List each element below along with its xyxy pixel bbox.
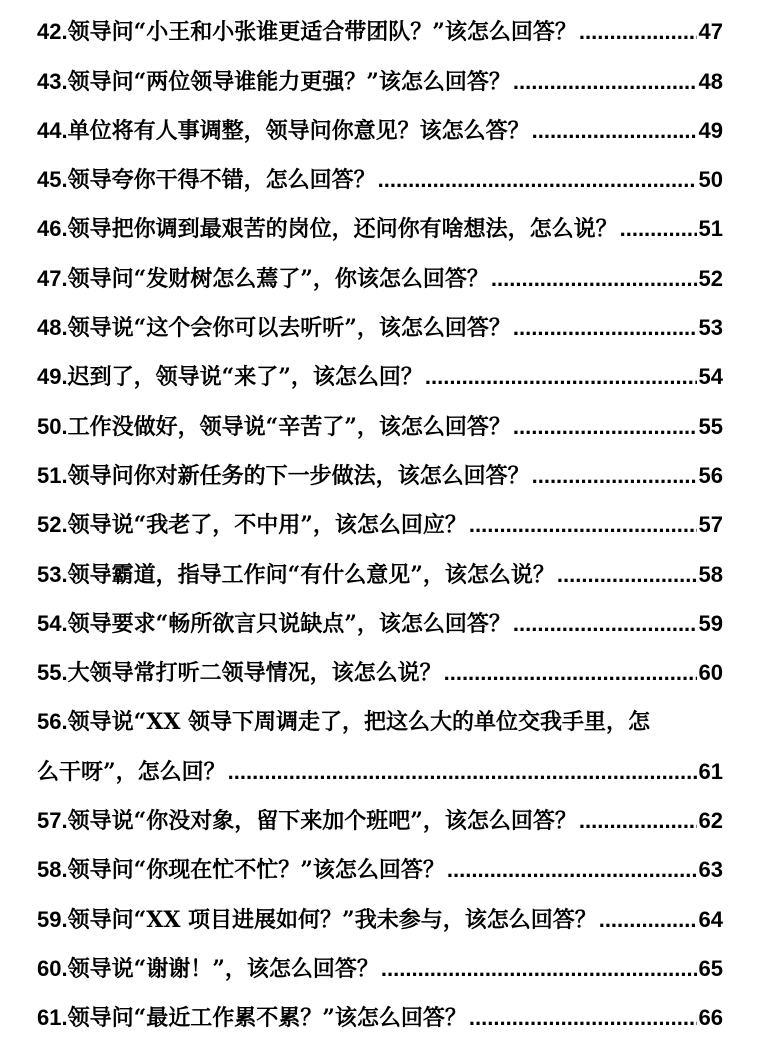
toc-entry-51[interactable] <box>37 450 723 499</box>
dot-leader <box>491 266 697 292</box>
entry-title: 领导问“最近工作累不累？”该怎么回答？ <box>67 1005 467 1032</box>
dot-leader <box>381 956 697 982</box>
toc-entry-60[interactable] <box>37 943 723 992</box>
dot-leader <box>425 364 697 390</box>
entry-title-line-1 <box>37 696 723 745</box>
entry-page-number: 58 <box>698 561 723 587</box>
entry-number: 48. <box>37 315 68 341</box>
entry-page-number: 59 <box>698 610 723 636</box>
entry-number: 51. <box>37 462 68 488</box>
entry-number: 59. <box>37 906 68 932</box>
entry-page-number: 61 <box>698 758 723 784</box>
entry-number: 47. <box>37 265 68 291</box>
entry-number: 55. <box>37 660 68 686</box>
toc-entry-52[interactable] <box>37 499 723 548</box>
entry-title: 领导霸道，指导工作问“有什么意见”，该怎么说？ <box>67 561 555 588</box>
entry-page-number: 47 <box>698 19 723 45</box>
dot-leader <box>469 1005 697 1031</box>
entry-page-number: 60 <box>698 660 723 686</box>
entry-number: 61. <box>37 1005 68 1031</box>
entry-page-number: 51 <box>698 216 723 242</box>
toc-entry-58[interactable] <box>37 844 723 893</box>
entry-page-number: 65 <box>698 955 723 981</box>
entry-page-number: 54 <box>698 364 723 390</box>
toc-entry-57[interactable] <box>37 795 723 844</box>
entry-title: 迟到了，领导说“来了”，该怎么回？ <box>67 364 423 391</box>
dot-leader <box>513 414 697 440</box>
entry-number: 60. <box>37 955 68 981</box>
toc-entry-55[interactable] <box>37 647 723 696</box>
dot-leader <box>599 907 697 933</box>
entry-number: 53. <box>37 561 68 587</box>
entry-title: 领导问你对新任务的下一步做法，该怎么回答？ <box>67 462 530 489</box>
dot-leader <box>620 216 697 242</box>
entry-number: 44. <box>37 117 68 143</box>
entry-page-number: 55 <box>698 413 723 439</box>
entry-page-number: 62 <box>698 808 723 834</box>
entry-page-number: 50 <box>698 167 723 193</box>
entry-title: 领导说“你没对象，留下来加个班吧”，该怎么回答？ <box>67 808 577 835</box>
toc-entry-61[interactable] <box>37 992 723 1041</box>
entry-number: 57. <box>37 808 68 834</box>
entry-title: 领导问“你现在忙不忙？”该怎么回答？ <box>67 857 445 884</box>
entry-title: 领导问“两位领导谁能力更强？”该怎么回答？ <box>67 68 511 95</box>
dot-leader <box>532 463 697 489</box>
entry-title: 领导把你调到最艰苦的岗位，还问你有啥想法，怎么说？ <box>67 216 618 243</box>
dot-leader <box>447 857 697 883</box>
entry-number: 42. <box>37 19 68 45</box>
dot-leader <box>532 118 697 144</box>
dot-leader <box>513 69 697 95</box>
entry-page-number: 53 <box>698 315 723 341</box>
entry-number: 52. <box>37 512 68 538</box>
toc-entry-54[interactable] <box>37 598 723 647</box>
entry-number: 58. <box>37 857 68 883</box>
entry-page-number: 48 <box>698 68 723 94</box>
entry-number: 54. <box>37 610 68 636</box>
toc-entry-42[interactable] <box>37 6 723 55</box>
toc-entry-59[interactable] <box>37 893 723 942</box>
entry-title: 领导说“XX 领导下周调走了，把这么大的单位交我手里，怎 <box>67 709 651 736</box>
dot-leader <box>513 315 697 341</box>
entry-page-number: 56 <box>698 462 723 488</box>
entry-title: 领导夸你干得不错，怎么回答？ <box>67 167 376 194</box>
entry-title: 领导说“我老了，不中用”，该怎么回应？ <box>67 512 467 539</box>
dot-leader <box>444 660 697 686</box>
entry-page-number: 49 <box>698 117 723 143</box>
entry-title: 大领导常打听二领导情况，该怎么说？ <box>67 660 442 687</box>
toc-entry-45[interactable] <box>37 154 723 203</box>
dot-leader <box>469 512 697 538</box>
dot-leader <box>228 759 697 785</box>
entry-number: 49. <box>37 364 68 390</box>
dot-leader <box>513 611 697 637</box>
entry-number: 50. <box>37 413 68 439</box>
entry-number: 46. <box>37 216 68 242</box>
entry-number: 43. <box>37 68 68 94</box>
toc-entry-50[interactable] <box>37 400 723 449</box>
toc-entry-56[interactable] <box>37 696 723 795</box>
dot-leader <box>378 167 697 193</box>
entry-number: 45. <box>37 167 68 193</box>
entry-title: 领导说“谢谢！”，该怎么回答？ <box>67 955 379 982</box>
entry-title-continued: 么干呀”，怎么回？ <box>37 758 226 785</box>
entry-page-number: 63 <box>698 857 723 883</box>
toc-entry-46[interactable] <box>37 203 723 252</box>
toc-entry-47[interactable] <box>37 252 723 301</box>
entry-title: 领导问“发财树怎么蔫了”，你该怎么回答？ <box>67 265 489 292</box>
entry-title: 单位将有人事调整，领导问你意见？该怎么答？ <box>67 117 530 144</box>
toc-entry-49[interactable] <box>37 351 723 400</box>
dot-leader <box>579 19 697 45</box>
entry-title: 工作没做好，领导说“辛苦了”，该怎么回答？ <box>67 413 511 440</box>
entry-number: 56. <box>37 709 68 735</box>
entry-page-number: 66 <box>698 1005 723 1031</box>
entry-title: 领导要求“畅所欲言只说缺点”，该怎么回答？ <box>67 610 511 637</box>
entry-page-number: 64 <box>698 906 723 932</box>
dot-leader <box>557 562 697 588</box>
entry-page-number: 57 <box>698 512 723 538</box>
toc-entry-44[interactable] <box>37 105 723 154</box>
toc-entry-53[interactable] <box>37 548 723 597</box>
entry-title: 领导问“小王和小张谁更适合带团队？”该怎么回答？ <box>67 19 577 46</box>
toc-entry-43[interactable] <box>37 55 723 104</box>
entry-page-number: 52 <box>698 265 723 291</box>
entry-title: 领导问“XX 项目进展如何？”我未参与，该怎么回答？ <box>67 906 597 933</box>
dot-leader <box>579 808 697 834</box>
entry-title-line-2 <box>37 745 723 794</box>
entry-title: 领导说“这个会你可以去听听”，该怎么回答？ <box>67 315 511 342</box>
toc-entry-48[interactable] <box>37 302 723 351</box>
